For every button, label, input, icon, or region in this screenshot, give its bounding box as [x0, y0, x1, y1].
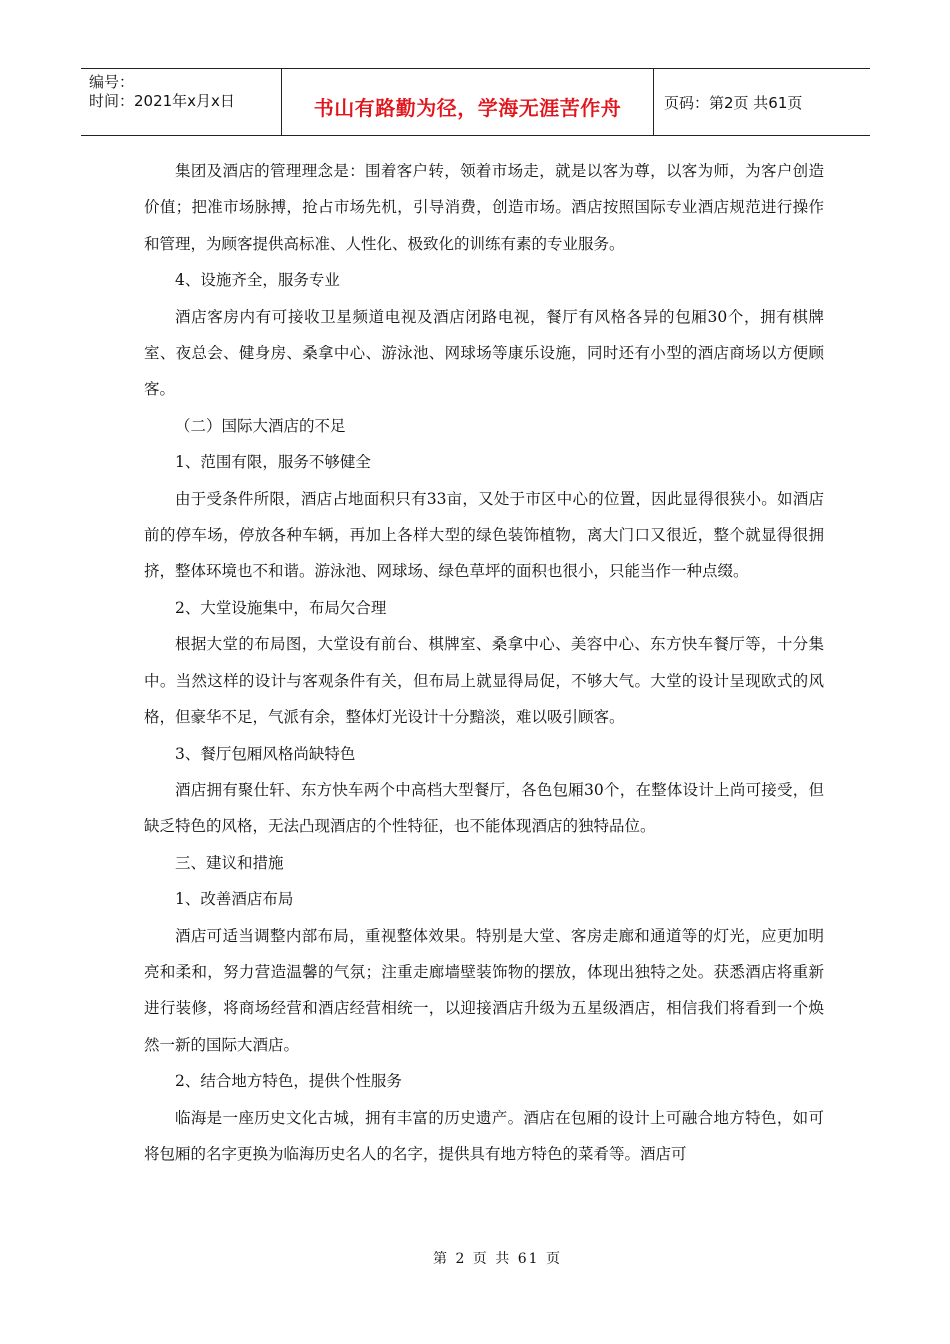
- header-slogan: 书山有路勤为径，学海无涯苦作舟: [313, 95, 622, 120]
- header-meta-cell: [81, 69, 282, 135]
- section-heading: 2、结合地方特色，提供个性服务: [175, 1072, 402, 1091]
- section-heading: 4、设施齐全，服务专业: [175, 271, 340, 290]
- paragraph: 酒店可适当调整内部布局，重视整体效果。特别是大堂、客房走廊和通道等的灯光，应更加明亮和柔和，努力营造温馨的气氛；注重走廊墙壁装饰物的摆放，体现出独特之处。获悉酒店将重新进行装修，将商场经营和酒店经营相统一，以迎接酒店升级为五星级酒店，相信我们将看到一个焕然一新的国际大酒店。: [144, 926, 824, 1054]
- header-slogan-cell: [282, 69, 654, 135]
- header-table: [81, 68, 870, 136]
- section-heading: （二）国际大酒店的不足: [175, 416, 346, 435]
- document-number-label: 编号：: [89, 73, 135, 91]
- paragraph: 酒店客房内有可接收卫星频道电视及酒店闭路电视，餐厅有风格各异的包厢30个，拥有棋牌室、夜总会、健身房、桑拿中心、游泳池、网球场等康乐设施，同时还有小型的酒店商场以方便顾客。: [144, 307, 824, 399]
- section-heading: 2、大堂设施集中，布局欠合理: [175, 598, 387, 617]
- section-heading: 三、建议和措施: [175, 853, 284, 872]
- section-heading: 1、改善酒店布局: [175, 890, 294, 909]
- paragraph: 根据大堂的布局图，大堂设有前台、棋牌室、桑拿中心、美容中心、东方快车餐厅等，十分集中。当然这样的设计与客观条件有关，但布局上就显得局促，不够大气。大堂的设计呈现欧式的风格，但豪华不足，气派有余，整体灯光设计十分黯淡，难以吸引顾客。: [144, 635, 824, 727]
- paragraph: 集团及酒店的管理理念是：围着客户转，领着市场走，就是以客为尊，以客为师，为客户创造价值；把准市场脉搏，抢占市场先机，引导消费，创造市场。酒店按照国际专业酒店规范进行操作和管理，为顾客提供高标准、人性化、极致化的训练有素的专业服务。: [144, 162, 824, 253]
- header-page-cell: [654, 69, 870, 135]
- page-footer: [0, 1248, 950, 1268]
- paragraph: 酒店拥有聚仕轩、东方快车两个中高档大型餐厅，各色包厢30个，在整体设计上尚可接受，但缺乏特色的风格，无法凸现酒店的个性特征，也不能体现酒店的独特品位。: [144, 780, 824, 836]
- document-date: 时间：2021年x月x日: [89, 92, 235, 110]
- paragraph: 由于受条件所限，酒店占地面积只有33亩，又处于市区中心的位置，因此显得很狭小。如酒店前的停车场，停放各种车辆，再加上各样大型的绿色装饰植物，离大门口又很近，整个就显得很拥挤，整体环境也不和谐。游泳池、网球场、绿色草坪的面积也很小，只能当作一种点缀。: [144, 489, 824, 581]
- section-heading: 3、餐厅包厢风格尚缺特色: [175, 744, 356, 763]
- section-heading: 1、范围有限，服务不够健全: [175, 453, 371, 472]
- paragraph: 临海是一座历史文化古城，拥有丰富的历史遗产。酒店在包厢的设计上可融合地方特色，如可将包厢的名字更换为临海历史名人的名字，提供具有地方特色的菜肴等。酒店可: [144, 1108, 824, 1163]
- footer-page-number: 第 2 页 共 61 页: [433, 1251, 562, 1267]
- header-page-info: 页码：第2页 共61页: [664, 93, 803, 112]
- document-body: [144, 153, 824, 1172]
